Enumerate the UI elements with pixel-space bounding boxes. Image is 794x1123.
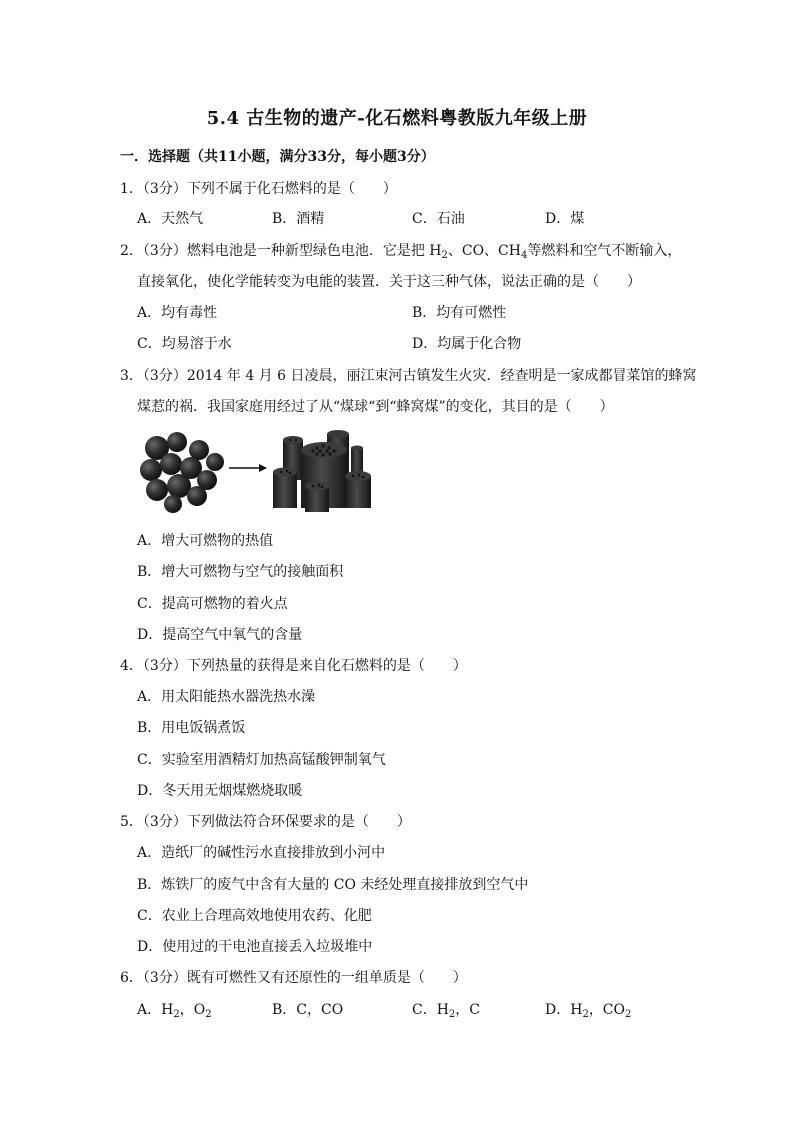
q6-d-sub1: 2: [582, 1009, 589, 1020]
q6-d-part1: D．H: [545, 1002, 583, 1018]
q6-a-part1: A．H: [137, 1002, 174, 1018]
q4-option-c[interactable]: C．实验室用酒精灯加热高锰酸钾制氧气: [137, 752, 386, 768]
q6-d-part2: ，CO: [588, 1002, 626, 1018]
q6-d-sub2: 2: [625, 1009, 632, 1020]
q6-option-d[interactable]: [545, 999, 631, 1019]
q5-option-a[interactable]: A．造纸厂的碱性污水直接排放到小河中: [137, 845, 386, 861]
q3-option-b[interactable]: B．增大可燃物与空气的接触面积: [137, 564, 344, 580]
q2-sub-2: 2: [441, 250, 448, 261]
question-4-stem: 4．（3分）下列热量的获得是来自化石燃料的是（ ）: [120, 658, 467, 674]
q3-option-a[interactable]: A．增大可燃物的热值: [137, 533, 274, 549]
q5-option-c[interactable]: C．农业上合理高效地使用农药、化肥: [137, 908, 372, 924]
q4-option-b[interactable]: B．用电饭锅煮饭: [137, 720, 246, 736]
q2-stem-part-a: 2．（3分）燃料电池是一种新型绿色电池．它是把 H: [120, 243, 442, 259]
q6-c-part2: ，C: [455, 1002, 481, 1018]
q4-option-a[interactable]: A．用太阳能热水器洗热水澡: [137, 689, 316, 705]
q1-option-a[interactable]: A．天然气: [137, 211, 204, 227]
q2-stem-part-b: 、CO、CH: [447, 243, 521, 259]
coal-ball-to-honeycomb-coal-image: [137, 428, 377, 514]
q1-option-b[interactable]: B．酒精: [272, 211, 325, 227]
q5-option-d[interactable]: D．使用过的干电池直接丢入垃圾堆中: [137, 939, 373, 955]
question-2-stem-line2: 直接氧化，使化学能转变为电能的装置．关于这三种气体，说法正确的是（ ）: [137, 274, 641, 290]
question-5-stem: 5．（3分）下列做法符合环保要求的是（ ）: [120, 814, 411, 830]
q3-option-d[interactable]: D．提高空气中氧气的含量: [137, 627, 303, 643]
q6-a-sub1: 2: [173, 1009, 180, 1020]
q1-option-c[interactable]: C．石油: [412, 211, 465, 227]
q3-option-c[interactable]: C．提高可燃物的着火点: [137, 596, 288, 612]
q5-option-b[interactable]: B．炼铁厂的废气中含有大量的 CO 未经处理直接排放到空气中: [137, 877, 529, 893]
q1-option-d[interactable]: D．煤: [545, 211, 585, 227]
q2-option-b[interactable]: B．均有可燃性: [412, 305, 507, 321]
q6-option-c[interactable]: [412, 999, 480, 1019]
q6-a-part2: ，O: [179, 1002, 206, 1018]
question-3-stem-line2: 煤惹的祸．我国家庭用经过了从“煤球“到“蜂窝煤”的变化，其目的是（ ）: [137, 399, 614, 415]
q6-c-part1: C．H: [412, 1002, 449, 1018]
section-heading: 一．选择题（共11小题，满分33分，每小题3分）: [120, 149, 435, 165]
q2-option-a[interactable]: A．均有毒性: [137, 305, 218, 321]
question-1-stem: 1．（3分）下列不属于化石燃料的是（ ）: [120, 181, 397, 197]
q6-option-b[interactable]: B．C，CO: [272, 1002, 344, 1018]
q2-stem-part-c: 等燃料和空气不断输入，: [527, 243, 682, 259]
q2-option-c[interactable]: C．均易溶于水: [137, 336, 232, 352]
q4-option-d[interactable]: D．冬天用无烟煤燃烧取暖: [137, 783, 303, 799]
question-2-stem: [120, 240, 681, 260]
q6-a-sub2: 2: [205, 1009, 212, 1020]
document-title: 5.4 古生物的遗产-化石燃料粤教版九年级上册: [206, 108, 588, 129]
q6-option-a[interactable]: [137, 999, 212, 1019]
question-6-stem: 6．（3分）既有可燃性又有还原性的一组单质是（ ）: [120, 970, 467, 986]
q2-sub-4: 4: [520, 250, 528, 261]
q6-c-sub: 2: [448, 1009, 456, 1020]
right-arrow-icon: [229, 464, 267, 472]
question-3-stem: 3．（3分）2014 年 4 月 6 日凌晨，丽江束河古镇发生火灾．经查明是一家成都冒菜馆的蜂窝: [120, 368, 697, 384]
coal-balls-icon: [140, 432, 224, 513]
honeycomb-coal-icon: [273, 430, 371, 512]
q2-option-d[interactable]: D．均属于化合物: [412, 336, 522, 352]
